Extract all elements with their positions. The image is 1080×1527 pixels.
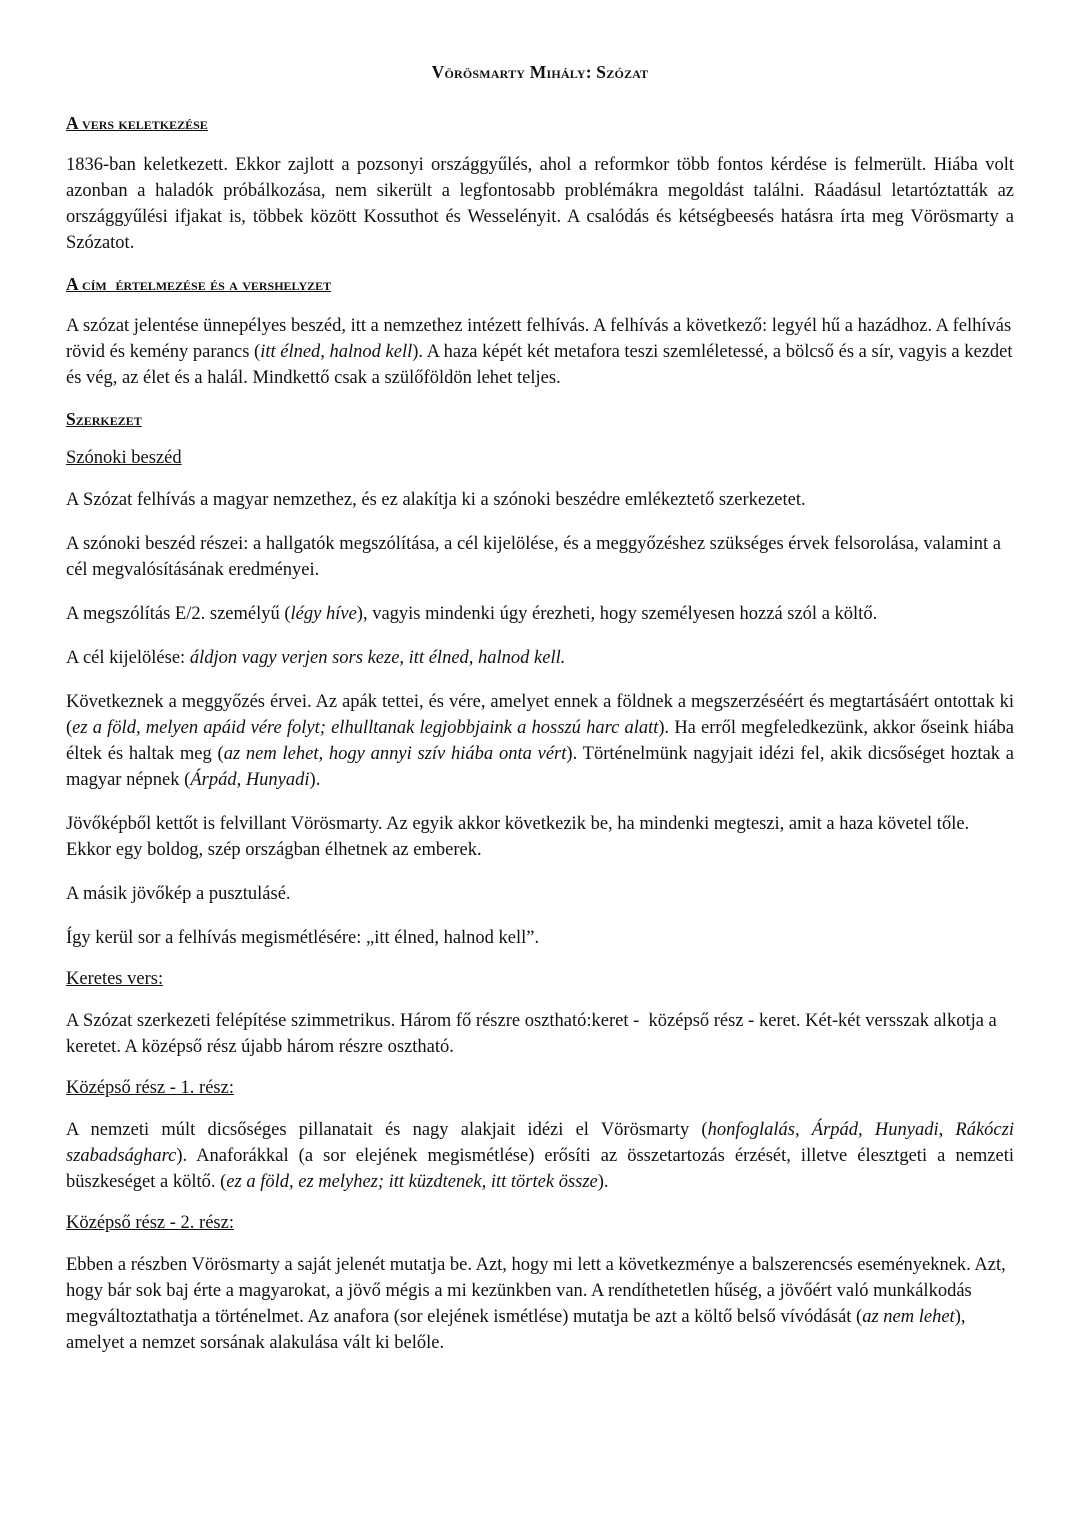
subheading-szonoki-beszed: Szónoki beszéd	[66, 448, 182, 468]
text-run: ).	[309, 770, 321, 790]
italic-quote: ez a föld, melyen apáid vére folyt; elhulltanak legjobbjaink a hosszú harc alatt	[72, 718, 659, 738]
text-run: Következnek a meggyőzés érvei. Az apák tettei, és vére, amelyet ennek a földnek a megszerzéséért és megtartásáért ontottak ki (	[66, 692, 1014, 738]
paragraph-resz2	[66, 1252, 1014, 1356]
italic-quote: légy híve	[290, 604, 357, 624]
document-title: Vörösmarty Mihály: Szózat	[431, 62, 649, 82]
italic-quote: itt élned, halnod kell	[260, 342, 413, 362]
italic-quote: ez a föld, ez melyhez; itt küzdtenek, itt törtek össze	[226, 1172, 598, 1192]
paragraph-szonoki-2: A szónoki beszéd részei: a hallgatók megszólítása, a cél kijelölése, és a meggyőzéshez szükséges érvek felsorolása, valamint a cél megvalósításának eredményei.	[66, 534, 1001, 580]
text-run: A nemzeti múlt dicsőséges pillanatait és nagy alakjait idézi el Vörösmarty (	[66, 1120, 708, 1140]
text-run: ). A haza képét két metafora teszi szemléletessé, a bölcső és a sír, vagyis a kezdet és vég, az élet és a halál. Mindkettő csak a szülőföldön lehet teljes.	[66, 342, 1013, 388]
text-run: ). Anaforákkal (a sor elejének megismétlése) erősíti az összetartozás érzését, illetve élesztgeti a nemzeti büszkeséget a költő. (	[66, 1146, 1014, 1192]
italic-quote: Árpád, Hunyadi	[190, 770, 310, 790]
subheading-kozepso-resz-1: Középső rész - 1. rész:	[66, 1078, 234, 1098]
paragraph-keletkezes: 1836-ban keletkezett. Ekkor zajlott a pozsonyi országgyűlés, ahol a reformkor több fontos kérdése is felmerült. Hiába volt azonban a haladók próbálkozása, nem sikerült a legfontosabb problémákra megoldást találni. Ráadásul letartóztatták az országgyűlési ifjakat is, többek között Kossuthot és Wesselényit. A csalódás és kétségbeesés hatásra írta meg Vörösmarty a Szózatot.	[66, 155, 1014, 253]
text-run: A szózat jelentése ünnepélyes beszéd, itt a nemzethez intézett felhívás. A felhívás a következő: legyél hű a hazádhoz. A felhívás rövid és kemény parancs (	[66, 316, 1012, 362]
text-run: A megszólítás E/2. személyű (	[66, 604, 291, 624]
paragraph-resz1	[66, 1117, 1014, 1195]
paragraph-szonoki-3	[66, 601, 1014, 627]
text-run: Ebben a részben Vörösmarty a saját jelenét mutatja be. Azt, hogy mi lett a következménye a balszerencsés eseményeknek. Azt, hogy bár sok baj érte a magyarokat, a jövő mégis a mi kezünkben van. A rendíthetetlen hűség, a jövőért való munkálkodás megváltoztathatja a történelmet. Az anafora (sor elejének ismétlése) mutatja be azt a költő belső vívódását (	[66, 1255, 1006, 1327]
text-run: A cél kijelölése:	[66, 648, 190, 668]
paragraph-szonoki-5	[66, 689, 1014, 793]
paragraph-szonoki-6: Jövőképből kettőt is felvillant Vörösmarty. Az egyik akkor következik be, ha mindenki megteszi, amit a haza követel tőle. Ekkor egy boldog, szép országban élhetnek az emberek.	[66, 814, 970, 860]
text-run: ). Történelmünk nagyjait idézi fel, akik dicsőséget hoztak a magyar népnek (	[66, 744, 1015, 790]
text-run: ), amelyet a nemzet sorsának alakulása vált ki belőle.	[66, 1307, 966, 1353]
italic-quote: az nem lehet	[862, 1307, 955, 1327]
subheading-keretes-vers: Keretes vers:	[66, 969, 164, 989]
paragraph-szonoki-8: Így kerül sor a felhívás megismétlésére: „itt élned, halnod kell”.	[66, 928, 540, 948]
italic-quote: áldjon vagy verjen sors keze, itt élned, halnod kell.	[189, 648, 566, 668]
italic-quote: honfoglalás, Árpád, Hunyadi, Rákóczi szabadságharc	[66, 1120, 1014, 1166]
text-run: ). Ha erről megfeledkezünk, akkor őseink hiába éltek és haltak meg (	[66, 718, 1014, 764]
text-run: ).	[597, 1172, 609, 1192]
paragraph-szonoki-4	[66, 645, 1014, 671]
italic-quote: az nem lehet, hogy annyi szív hiába onta vért	[223, 744, 567, 764]
subheading-kozepso-resz-2: Középső rész - 2. rész:	[66, 1213, 234, 1233]
paragraph-keretes-1: A Szózat szerkezeti felépítése szimmetrikus. Három fő részre osztható:keret - középső rész - keret. Két-két versszak alkotja a keretet. A középső rész újabb három részre osztható.	[66, 1011, 1002, 1057]
paragraph-szonoki-1: A Szózat felhívás a magyar nemzethez, és ez alakítja ki a szónoki beszédre emlékeztető szerkezetet.	[66, 490, 806, 510]
section-heading-cim: A cím értelmezése és a vershelyzet	[66, 274, 332, 294]
text-run: ), vagyis mindenki úgy érezheti, hogy személyesen hozzá szól a költő.	[356, 604, 878, 624]
section-heading-keletkezes: A vers keletkezése	[66, 113, 208, 133]
section-heading-szerkezet: Szerkezet	[66, 409, 142, 429]
paragraph-szonoki-7: A másik jövőkép a pusztulásé.	[66, 884, 291, 904]
paragraph-cim	[66, 313, 1014, 391]
